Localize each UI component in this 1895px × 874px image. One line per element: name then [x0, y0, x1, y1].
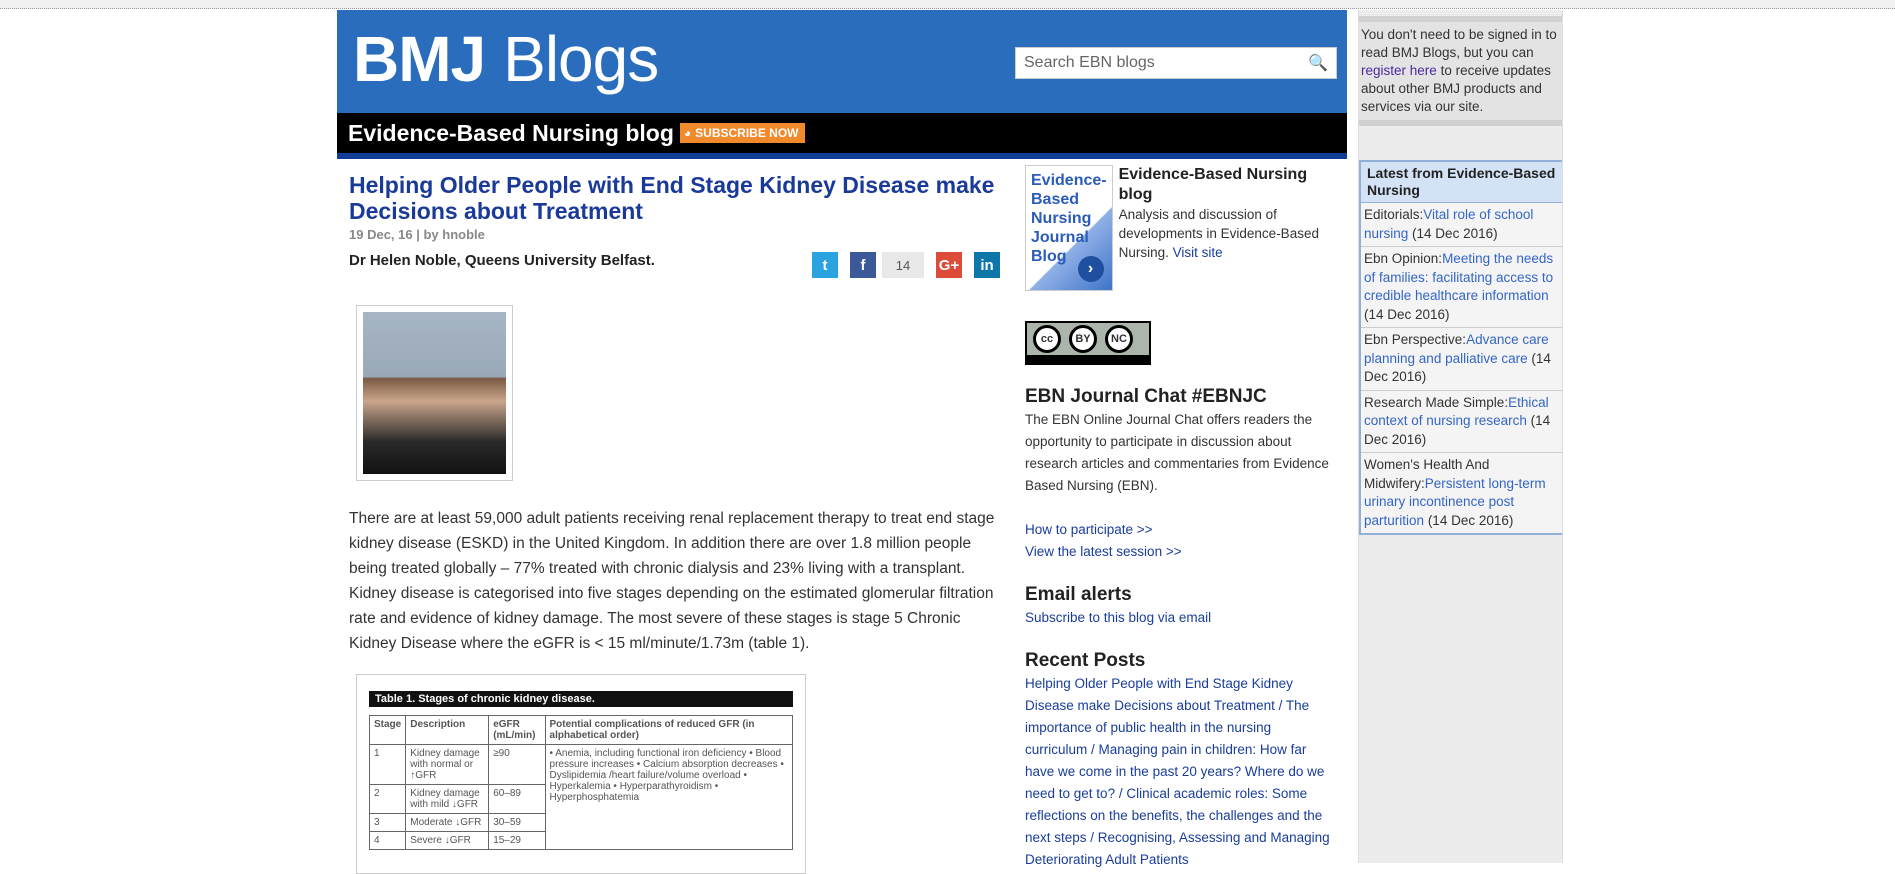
latest-item: [1361, 453, 1562, 533]
post-author: Dr Helen Noble, Queens University Belfast.: [349, 252, 655, 269]
nc-icon: NC: [1105, 325, 1133, 353]
latest-category: Women's Health And Midwifery:: [1364, 457, 1490, 491]
right-panel: [1358, 10, 1563, 863]
latest-category: Research Made Simple:: [1364, 394, 1509, 410]
table-row: [370, 745, 793, 785]
td: Severe ↓GFR: [406, 832, 489, 850]
latest-category: Editorials:: [1364, 207, 1424, 222]
chevron-right-icon: ›: [1078, 256, 1104, 282]
email-subscribe-link[interactable]: Subscribe to this blog via email: [1025, 610, 1212, 625]
latest-link[interactable]: Advance care planning and palliative care: [1364, 332, 1549, 366]
table-caption: Table 1. Stages of chronic kidney disease.: [369, 691, 793, 707]
how-to-participate-link[interactable]: How to participate >>: [1025, 522, 1153, 537]
th: Stage: [370, 716, 406, 745]
latest-link[interactable]: Ethical context of nursing research: [1364, 394, 1549, 428]
register-link[interactable]: register here: [1361, 63, 1437, 78]
td: 15–29: [489, 832, 545, 850]
latest-session-link[interactable]: View the latest session >>: [1025, 544, 1182, 559]
ebn-logo-text: Evidence-Based Nursing Journal Blog: [1031, 172, 1107, 265]
latest-item: [1361, 391, 1562, 454]
post-paragraph: There are at least 59,000 adult patients receiving renal replacement therapy to treat end stage kidney disease (ESKD) in the United Kingdom. In addition there are over 1.8 million people being treated globally – 77% treated with chronic dialysis and 23% living with a transplant. Kidney disease is categorised into five stages depending on the estimated glomerular filtration rate and evidence of kidney damage. The most severe of these stages is stage 5 Chronic Kidney Disease where the eGFR is < 15 ml/minute/1.73m (table 1).: [349, 510, 995, 652]
recent-title: Recent Posts: [1025, 650, 1146, 671]
visit-site-link[interactable]: Visit site: [1172, 245, 1223, 260]
ebn-blog-box: [1025, 165, 1335, 291]
notice-text: to receive updates about other BMJ products and services via our site.: [1361, 63, 1551, 114]
sign-in-notice: [1359, 16, 1562, 126]
bmj-blogs-logo[interactable]: [353, 22, 658, 96]
latest-link[interactable]: Meeting the needs of families: facilitating access to credible healthcare information: [1364, 251, 1554, 303]
td: 3: [370, 814, 406, 832]
post-title[interactable]: Helping Older People with End Stage Kidney Disease make Decisions about Treatment: [349, 172, 995, 224]
latest-date: (14 Dec 2016): [1427, 512, 1514, 528]
post-meta: 19 Dec, 16 | by hnoble: [349, 227, 485, 242]
chat-desc: The EBN Online Journal Chat offers readers the opportunity to participate in discussion about research articles and commentaries from Evidence Based Nursing (EBN).: [1025, 412, 1329, 493]
share-bar: [812, 252, 1000, 278]
latest-date: (14 Dec 2016): [1364, 413, 1551, 447]
td: • Anemia, including functional iron deficiency • Blood pressure increases • Calcium absorption decreases • Dyslipidemia /heart failure/volume overload • Hyperkalemia • Hyperparathyroidism • Hyperphosphatemia: [545, 745, 792, 850]
facebook-icon[interactable]: f: [850, 252, 876, 278]
search-box: [1015, 47, 1337, 79]
latest-title: Latest from Evidence-Based Nursing: [1361, 162, 1562, 203]
notice-text: You don't need to be signed in to read BMJ Blogs, but you can: [1361, 27, 1557, 60]
latest-category: Ebn Opinion:: [1364, 251, 1443, 266]
google-plus-icon[interactable]: G+: [936, 252, 962, 278]
ckd-table: [369, 715, 793, 850]
share-count: 14: [882, 252, 924, 278]
latest-link[interactable]: Vital role of school nursing: [1364, 207, 1534, 241]
latest-date: (14 Dec 2016): [1364, 306, 1450, 322]
td: 60–89: [489, 785, 545, 814]
th: eGFR (mL/min): [489, 716, 545, 745]
td: Kidney damage with normal or ↑GFR: [406, 745, 489, 785]
page-container: [337, 10, 1347, 867]
th: Description: [406, 716, 489, 745]
blog-title-bar: [337, 113, 1347, 159]
post: [349, 172, 999, 846]
latest-date: (14 Dec 2016): [1364, 350, 1551, 384]
by-icon: BY: [1069, 325, 1097, 353]
subscribe-button[interactable]: [680, 123, 805, 143]
linkedin-icon[interactable]: in: [974, 252, 1000, 278]
latest-category: Ebn Perspective:: [1364, 332, 1467, 347]
ebn-logo[interactable]: [1025, 165, 1113, 291]
latest-item: [1361, 328, 1562, 391]
email-title: Email alerts: [1025, 584, 1132, 605]
td: Moderate ↓GFR: [406, 814, 489, 832]
td: ≥90: [489, 745, 545, 785]
browser-top-edge: [0, 0, 1895, 9]
cc-icon: cc: [1033, 325, 1061, 353]
latest-box: [1359, 160, 1562, 535]
ebn-desc: Analysis and discussion of developments in Evidence-Based Nursing.: [1118, 207, 1319, 260]
author-photo: [356, 305, 513, 481]
recent-posts-links[interactable]: Helping Older People with End Stage Kidney Disease make Decisions about Treatment / The importance of public health in the nursing curriculum / Managing pain in children: How far have we come in the past 20 years? Where do we need to get to? / Clinical academic roles: Some reflections on the benefits, the challenges and the next steps / Recognising, Assessing and Managing Deteriorating Adult Patients: [1025, 676, 1330, 867]
td: 2: [370, 785, 406, 814]
twitter-icon[interactable]: t: [812, 252, 838, 278]
blog-title[interactable]: Evidence-Based Nursing blog: [348, 119, 674, 146]
rss-icon: ◕: [683, 126, 692, 140]
logo-bold: BMJ: [353, 23, 486, 95]
sidebar: [1025, 165, 1335, 871]
td: 1: [370, 745, 406, 785]
td: Kidney damage with mild ↓GFR: [406, 785, 489, 814]
latest-date: (14 Dec 2016): [1412, 225, 1498, 241]
site-header: [337, 10, 1347, 113]
ebn-title: Evidence-Based Nursing blog: [1118, 166, 1308, 203]
logo-light: Blogs: [503, 23, 659, 95]
latest-link[interactable]: Persistent long-term urinary incontinence post parturition: [1364, 475, 1546, 528]
td: 30–59: [489, 814, 545, 832]
search-input[interactable]: [1024, 54, 1308, 72]
latest-item: [1361, 247, 1562, 328]
chat-title: EBN Journal Chat #EBNJC: [1025, 386, 1267, 407]
subscribe-label: SUBSCRIBE NOW: [695, 126, 799, 140]
search-icon[interactable]: 🔍: [1308, 55, 1328, 72]
table-image: [356, 674, 806, 874]
th: Potential complications of reduced GFR (in alphabetical order): [545, 716, 792, 745]
cc-license-badge[interactable]: [1025, 321, 1151, 365]
latest-item: [1361, 203, 1562, 247]
td: 4: [370, 832, 406, 850]
